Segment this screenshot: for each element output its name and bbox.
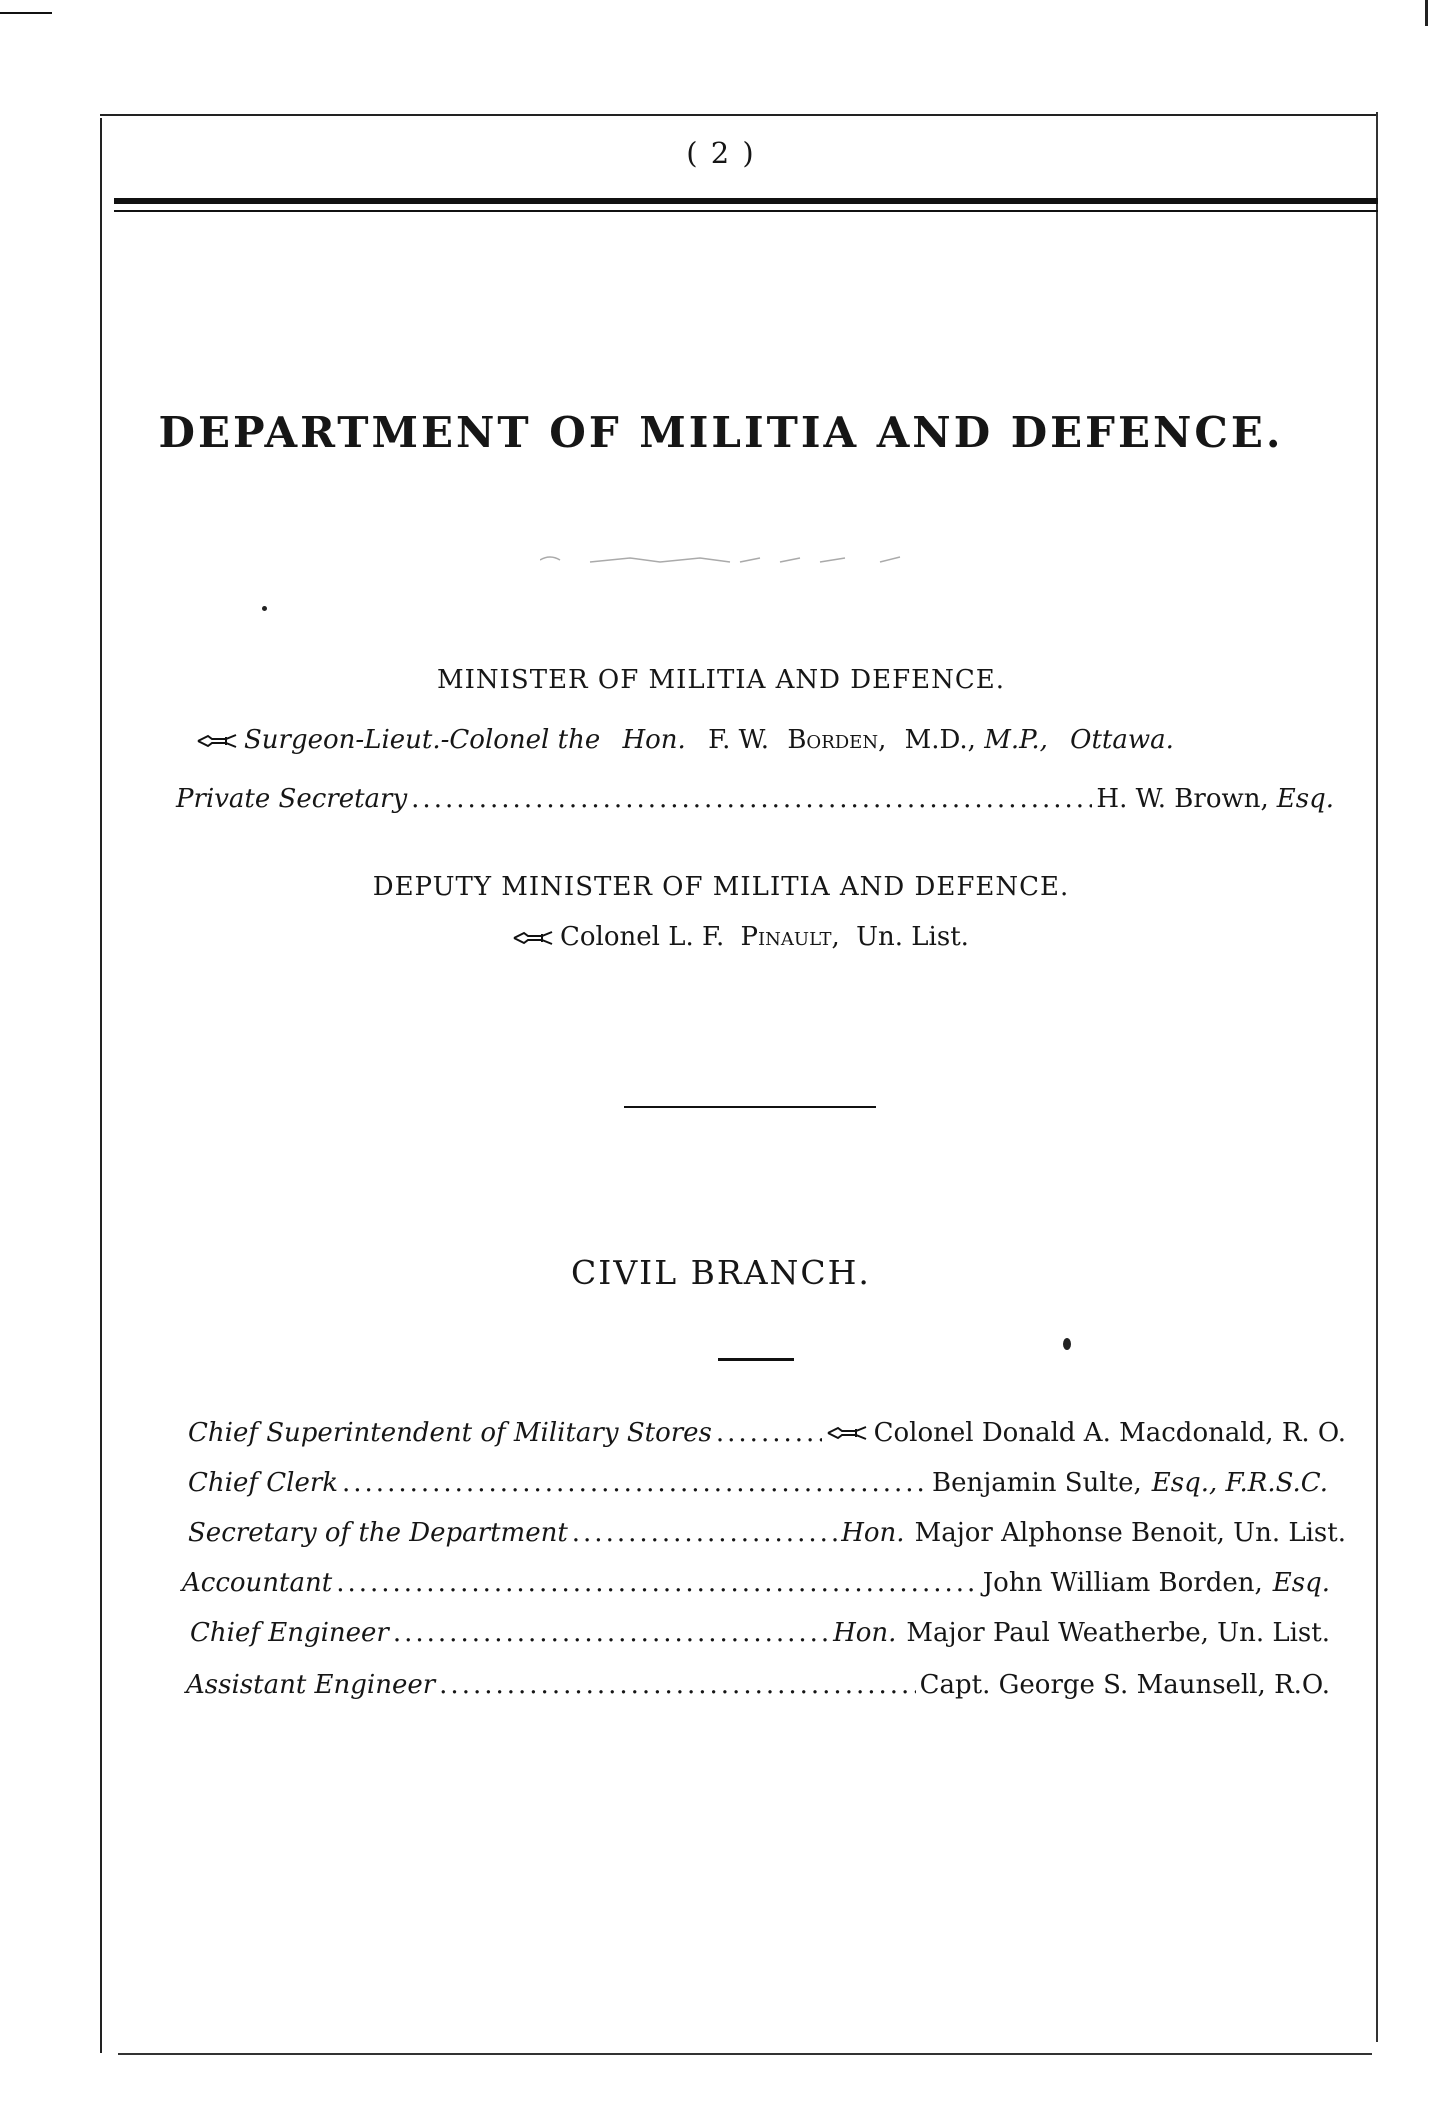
page-number: ( 2 ) (686, 136, 756, 170)
civil-row-suffix: Esq. (1272, 1568, 1330, 1598)
deputy-heading: DEPUTY MINISTER OF MILITIA AND DEFENCE. (372, 872, 1070, 902)
private-secretary-label: Private Secretary (176, 784, 408, 814)
minister-surname: Borden, (787, 725, 887, 755)
private-secretary-row (176, 784, 1334, 814)
leader-dots (393, 1618, 829, 1648)
header-thin-rule (114, 210, 1378, 212)
civil-row-label: Secretary of the Department (188, 1518, 568, 1548)
minister-place: Ottawa. (1070, 725, 1174, 755)
civil-row-label: Assistant Engineer (186, 1670, 436, 1700)
civil-row (186, 1670, 1330, 1700)
leader-dots (716, 1418, 822, 1448)
civil-row-prefix: Hon. (833, 1618, 897, 1648)
speck (1063, 1338, 1071, 1350)
civil-branch-rule (718, 1358, 794, 1361)
corner-tick (1425, 0, 1428, 26)
leader-dots (439, 1670, 915, 1700)
civil-row-value: Major Alphonse Benoit, Un. List. (914, 1518, 1346, 1548)
leader-dots (572, 1518, 837, 1548)
minister-initials: F. W. (708, 725, 770, 755)
pointing-hand-icon (826, 1425, 872, 1441)
civil-row-label: Accountant (182, 1568, 333, 1598)
minister-mp: M.P., (984, 725, 1048, 755)
department-title: DEPARTMENT OF MILITIA AND DEFENCE. (158, 408, 1284, 457)
minister-heading: MINISTER OF MILITIA AND DEFENCE. (437, 665, 1005, 695)
minister-line (196, 725, 1174, 755)
private-secretary-suffix: Esq. (1276, 784, 1334, 814)
civil-row-value: Benjamin Sulte, (931, 1468, 1142, 1498)
leader-dots (336, 1568, 979, 1598)
civil-row-value: Capt. George S. Maunsell, R.O. (919, 1670, 1330, 1700)
leader-dots (342, 1468, 928, 1498)
deputy-line (512, 922, 969, 952)
civil-row-value: John William Borden, (982, 1568, 1263, 1598)
leader-dots (411, 784, 1092, 814)
bottom-border-rule (118, 2053, 1372, 2055)
deputy-suffix: Un. List. (856, 922, 969, 952)
deputy-surname: Pinault, (740, 922, 840, 952)
civil-row-suffix: Esq., F.R.S.C. (1151, 1468, 1328, 1498)
section-divider (624, 1106, 876, 1108)
minister-rank: Surgeon-Lieut.-Colonel the (244, 725, 601, 755)
civil-row-prefix: Hon. (841, 1518, 905, 1548)
minister-degree: M.D., (904, 725, 976, 755)
corner-mark (0, 12, 52, 14)
civil-row (190, 1618, 1330, 1648)
deputy-rank: Colonel L. F. (560, 922, 725, 952)
minister-hon: Hon. (622, 725, 686, 755)
civil-row (188, 1518, 1346, 1548)
pointing-hand-icon (196, 733, 242, 749)
civil-row-value: Major Paul Weatherbe, Un. List. (906, 1618, 1330, 1648)
ornament-squiggle (540, 552, 920, 566)
header-thick-rule (114, 198, 1378, 204)
civil-branch-heading: CIVIL BRANCH. (571, 1253, 871, 1292)
pointing-hand-icon (512, 930, 558, 946)
civil-row-label: Chief Clerk (188, 1468, 339, 1498)
civil-row-value: Colonel Donald A. Macdonald, R. O. (873, 1418, 1346, 1448)
civil-row-label: Chief Engineer (190, 1618, 389, 1648)
civil-row (182, 1568, 1330, 1598)
right-border-rule (1376, 112, 1378, 2042)
civil-row (188, 1418, 1346, 1448)
civil-row (188, 1468, 1328, 1498)
speck (262, 606, 267, 611)
private-secretary-name: H. W. Brown, (1096, 784, 1269, 814)
civil-row-label: Chief Superintendent of Military Stores (188, 1418, 712, 1448)
top-border-rule (100, 114, 1378, 116)
